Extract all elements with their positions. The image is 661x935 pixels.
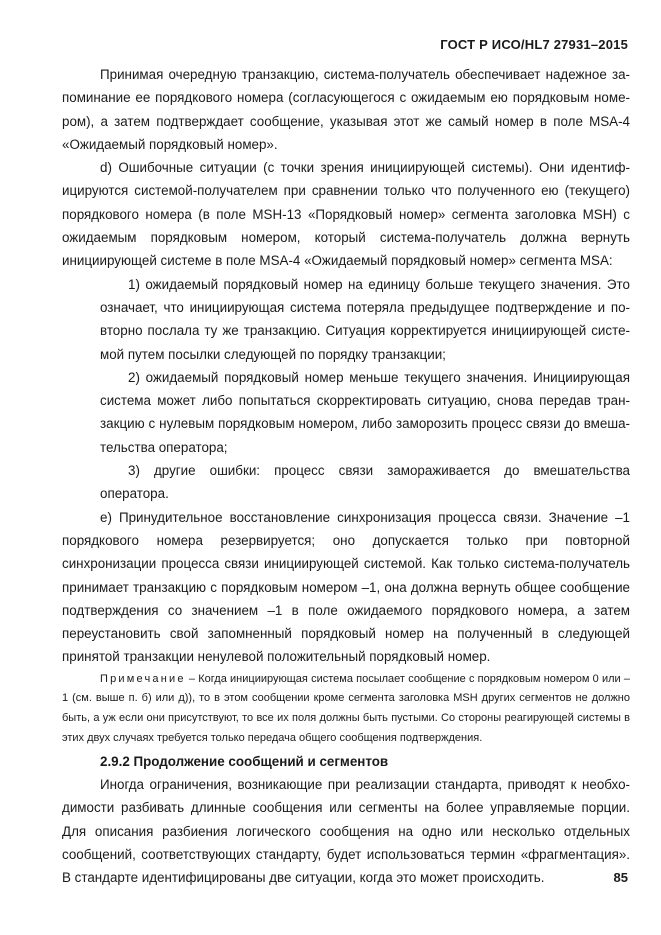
document-body (62, 63, 630, 890)
note-block (62, 670, 630, 748)
list-item-3: 3) другие ошибки: процесс связи замораживается до вмешательства оператора. (100, 463, 630, 502)
paragraph-sequence-receipt: Принимая очередную транзакцию, система-получатель обеспечивает надежное запоминание ее порядкового номера (согласующегося с ожидаемым ею порядковым номером), а затем подтверждает сообщение, указывая этот же самый номер в поле MSA-4 «Ожидаемый порядковый номер». (62, 67, 630, 152)
paragraph-forced-resync: e) Принудительное восстановление синхронизация процесса связи. Значение –1 порядкового номера резервируется; оно допускается только при повторной синхронизации процесса связи инициирующей системой. Как только система-получатель принимает транзакцию с порядковым номером –1, она должна вернуть общее сообщение подтверждения со значением –1 в поле ожидаемого порядкового номера, а затем переустановить свой запомненный порядковый номер на полученный в следующей принятой транзакции ненулевой положительный порядковый номер. (62, 509, 630, 665)
note-label: Примечание (100, 672, 186, 685)
paragraph-error-situations: d) Ошибочные ситуации (с точки зрения инициирующей системы). Они идентифицируются системой-получателем при сравнении только что полученного ею (текущего) порядкового номера (в поле MSH-13 «Порядковый номер» сегмента заголовка MSH) с ожидаемым порядковым номером, который система-получатель должна вернуть инициирующей системе в поле MSA-4 «Ожидаемый порядковый номер» сегмента MSA: (62, 160, 630, 269)
page-number: 85 (613, 870, 628, 885)
list-item-2: 2) ожидаемый порядковый номер меньше текущего значения. Инициирующая система может либо попытаться скорректировать ситуацию, снова передав транзакцию с нулевым порядковым номером, либо заморозить процесс связи до вмешательства оператора; (100, 369, 630, 455)
list-item-1: 1) ожидаемый порядковый номер на единицу больше текущего значения. Это означает, что инициирующая система потеряла предыдущее подтверждение и повторно послала ту же транзакцию. Ситуация корректируется инициирующей системой путем посылки следующей по порядку транзакции; (100, 276, 630, 362)
paragraph-fragmentation: Иногда ограничения, возникающие при реализации стандарта, приводят к необходимости разбивать длинные сообщения или сегменты на более управляемые порции. Для описания разбиения логического сообщения на одно или несколько отдельных сообщений, соответствующих стандарту, будет использоваться термин «фрагментация». В стандарте идентифицированы две ситуации, когда это может происходить. (62, 777, 630, 886)
document-header: ГОСТ Р ИСО/HL7 27931–2015 (440, 37, 628, 52)
note-text: – Когда инициирующая система посылает сообщение с порядковым номером 0 или –1 (см. выше п. б) или д)), то в этом сообщении кроме сегмента заголовка MSH других сегментов не должно быть, а уж если они присутствуют, то все их поля должны быть пустыми. Со стороны реагирующей системы в этих двух случаях требуется только передача общего сообщения подтверждения. (62, 672, 630, 744)
section-heading: 2.9.2 Продолжение сообщений и сегментов (100, 754, 389, 770)
